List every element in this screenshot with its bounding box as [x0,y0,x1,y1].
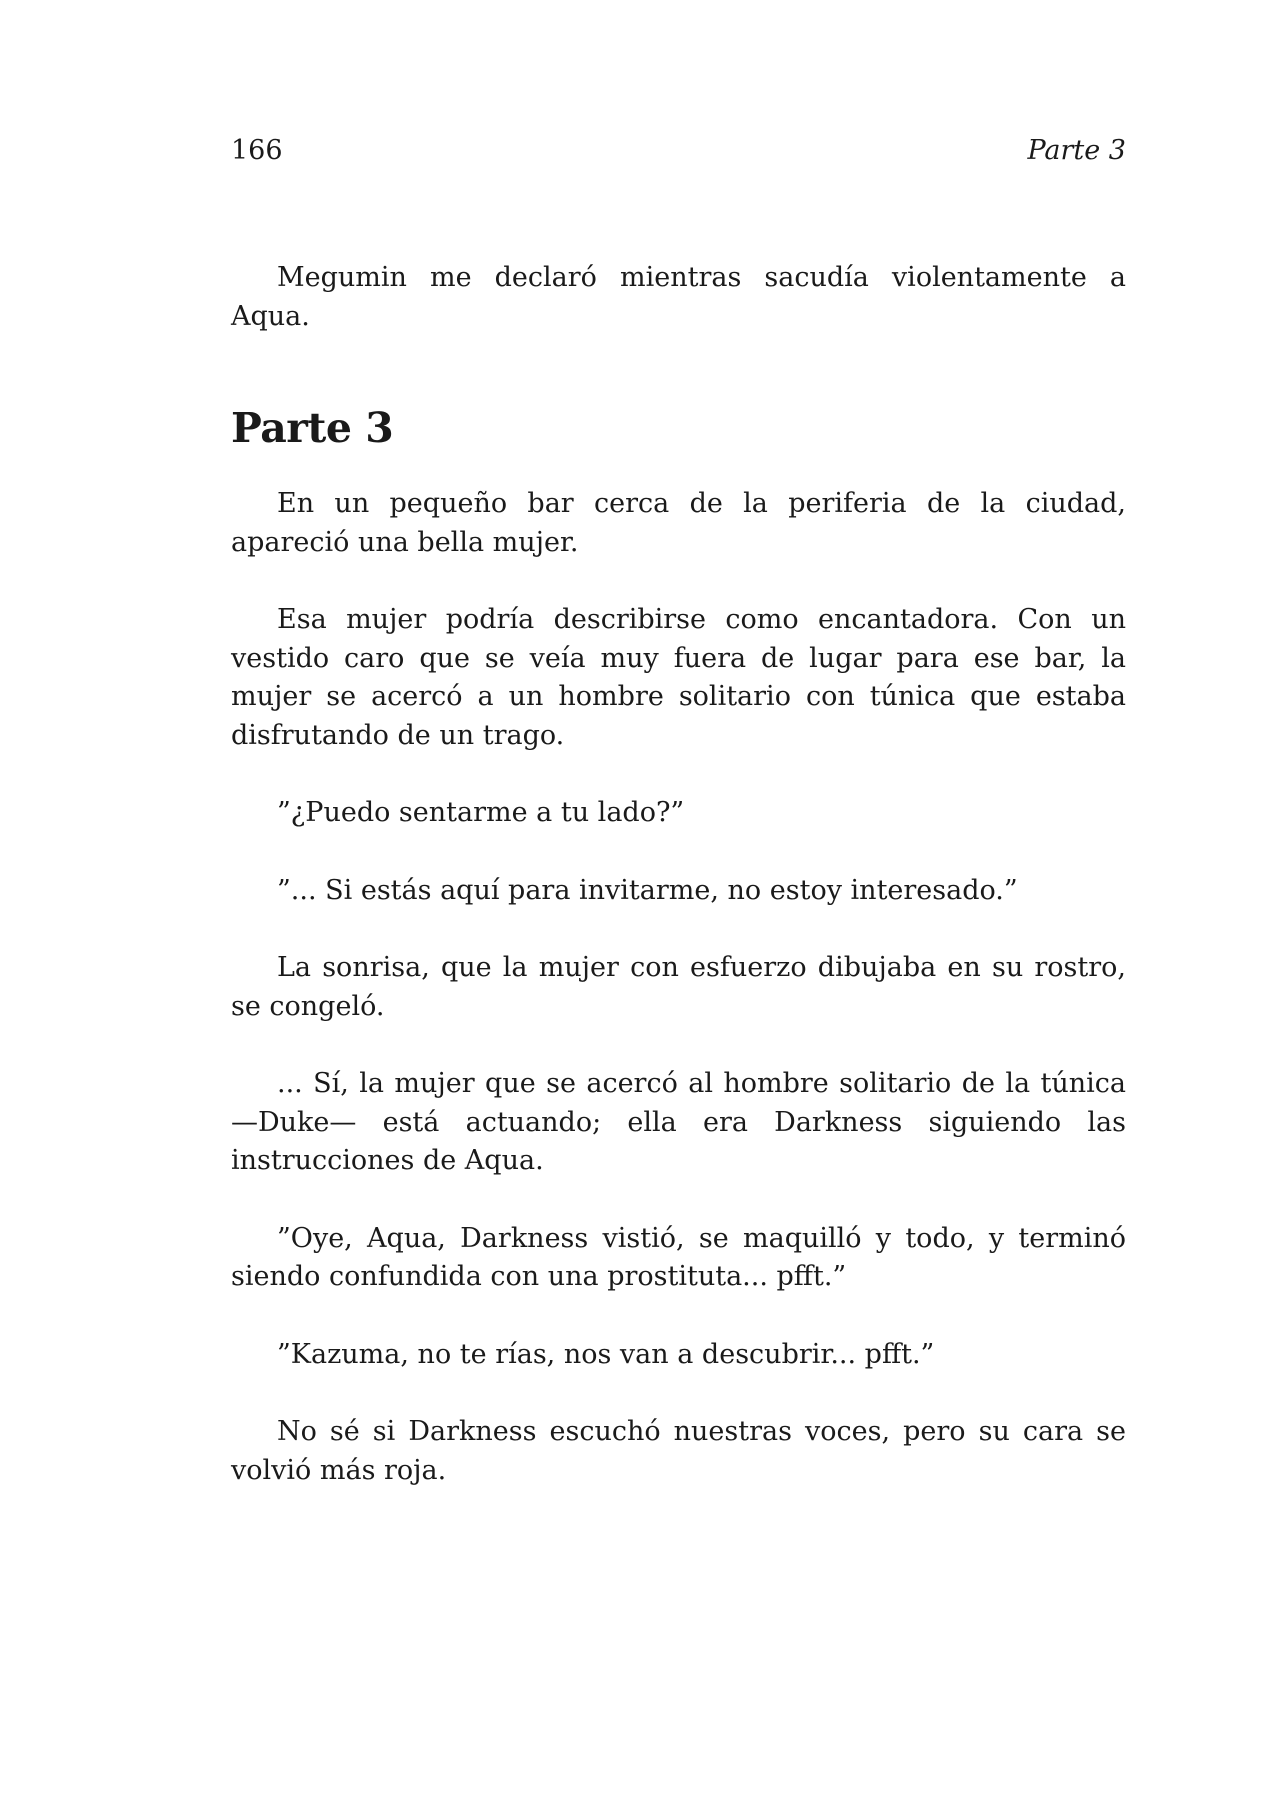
paragraph: No sé si Darkness escuchó nuestras voces, pero su cara se volvió más roja. [231,1416,1126,1486]
paragraph: Esa mujer podría describirse como encantadora. Con un vestido caro que se veía muy fuera de lugar para ese bar, la mujer se acercó a un hombre solitario con túnica que estaba disfrutando de un trago. [231,604,1126,751]
paragraph: En un pequeño bar cerca de la periferia de la ciudad, apareció una bella mujer. [231,488,1126,558]
running-header [231,131,1126,171]
dialogue-paragraph: ”Oye, Aqua, Darkness vistió, se maquilló y todo, y terminó siendo confundida con una prostituta... pfft.” [231,1222,1126,1292]
book-page [231,0,1126,1807]
section-body [231,485,1126,1529]
page-number: 166 [231,135,283,166]
dialogue-paragraph: ”Kazuma, no te rías, nos van a descubrir... pfft.” [277,1338,935,1370]
paragraph: La sonrisa, que la mujer con esfuerzo dibujaba en su rostro, se congeló. [231,952,1126,1022]
lead-text-block [231,259,1126,375]
dialogue-paragraph: ”¿Puedo sentarme a tu lado?” [277,797,685,828]
running-title: Parte 3 [1027,135,1126,166]
lead-paragraph: Megumin me declaró mientras sacudía violentamente a Aqua. [231,262,1126,332]
section-heading: Parte 3 [231,404,394,452]
paragraph: ... Sí, la mujer que se acercó al hombre solitario de la túnica —Duke— está actuando; ella era Darkness siguiendo las instrucciones de Aqua. [231,1068,1126,1176]
dialogue-paragraph: ”... Si estás aquí para invitarme, no estoy interesado.” [277,874,1018,906]
